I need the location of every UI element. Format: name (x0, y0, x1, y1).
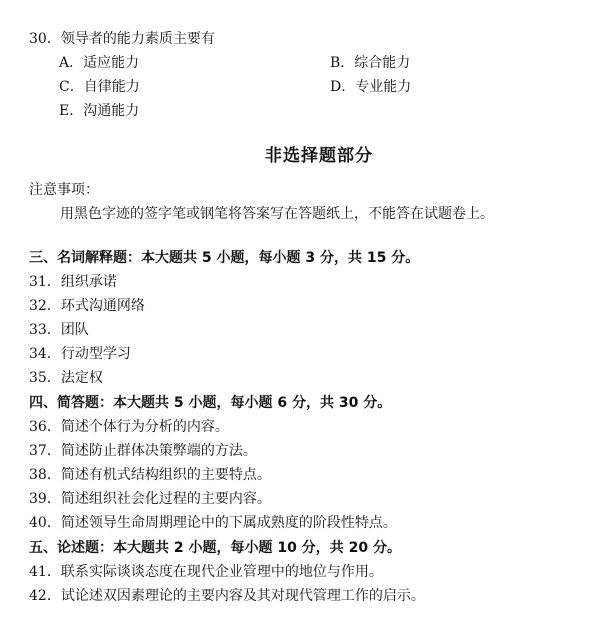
question-39: 39．简述组织社会化过程的主要内容。 (29, 491, 271, 507)
section-4-heading: 四、简答题：本大题共 5 小题，每小题 6 分，共 30 分。 (29, 395, 392, 411)
question-35: 35．法定权 (29, 370, 103, 386)
question-30-option-e: E．沟通能力 (59, 103, 140, 119)
notice-heading: 注意事项： (29, 182, 99, 198)
question-40: 40．简述领导生命周期理论中的下属成熟度的阶段性特点。 (29, 515, 397, 531)
question-34: 34．行动型学习 (29, 346, 131, 362)
question-41: 41．联系实际谈谈态度在现代企业管理中的地位与作用。 (29, 564, 383, 580)
question-30-option-b: B．综合能力 (330, 55, 411, 71)
question-30-option-a: A．适应能力 (59, 55, 140, 71)
question-42: 42．试论述双因素理论的主要内容及其对现代管理工作的启示。 (29, 588, 425, 604)
section-3-heading: 三、名词解释题：本大题共 5 小题，每小题 3 分，共 15 分。 (29, 250, 420, 266)
section-5-heading: 五、论述题：本大题共 2 小题，每小题 10 分，共 20 分。 (29, 540, 401, 556)
question-36: 36．简述个体行为分析的内容。 (29, 419, 229, 435)
question-30-option-d: D．专业能力 (330, 79, 412, 95)
question-32: 32．环式沟通网络 (29, 298, 145, 314)
part-title: 非选择题部分 (265, 146, 373, 166)
question-37: 37．简述防止群体决策弊端的方法。 (29, 443, 257, 459)
question-31: 31．组织承诺 (29, 274, 117, 290)
notice-text: 用黑色字迹的签字笔或钢笔将答案写在答题纸上，不能答在试题卷上。 (60, 206, 494, 222)
question-30-stem: 30．领导者的能力素质主要有 (29, 31, 215, 47)
question-38: 38．简述有机式结构组织的主要特点。 (29, 467, 271, 483)
question-30-option-c: C．自律能力 (59, 79, 140, 95)
question-33: 33．团队 (29, 322, 89, 338)
